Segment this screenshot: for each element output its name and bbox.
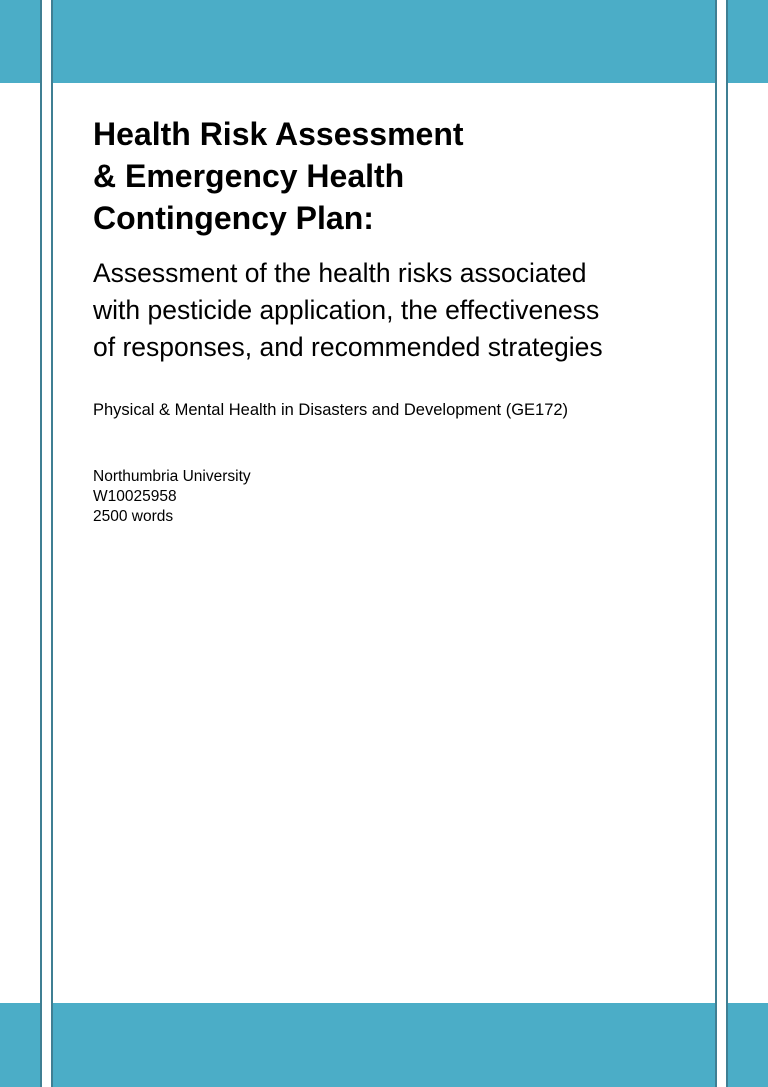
- top-band-right: [727, 0, 768, 83]
- title-line: Contingency Plan:: [93, 200, 374, 236]
- border-line: [715, 0, 717, 1087]
- bottom-band-main: [52, 1003, 716, 1087]
- border-line: [40, 0, 42, 1087]
- top-band-left: [0, 0, 41, 83]
- course-name: Physical & Mental Health in Disasters and Development (GE172): [93, 401, 569, 419]
- student-id: W10025958: [93, 488, 177, 505]
- subtitle-line: of responses, and recommended strategies: [93, 332, 603, 362]
- subtitle-line: Assessment of the health risks associated: [93, 258, 587, 288]
- border-line: [726, 0, 728, 1087]
- border-line: [51, 0, 53, 1087]
- university: Northumbria University: [93, 468, 251, 485]
- title-line: & Emergency Health: [93, 158, 405, 194]
- top-band-main: [52, 0, 716, 83]
- bottom-band-left: [0, 1003, 41, 1087]
- author-info: [93, 467, 251, 527]
- document-subtitle: [93, 255, 713, 366]
- title-line: Health Risk Assessment: [93, 116, 464, 152]
- document-title: [93, 113, 464, 239]
- subtitle-line: with pesticide application, the effectiveness: [93, 295, 600, 325]
- word-count: 2500 words: [93, 508, 174, 525]
- bottom-band-right: [727, 1003, 768, 1087]
